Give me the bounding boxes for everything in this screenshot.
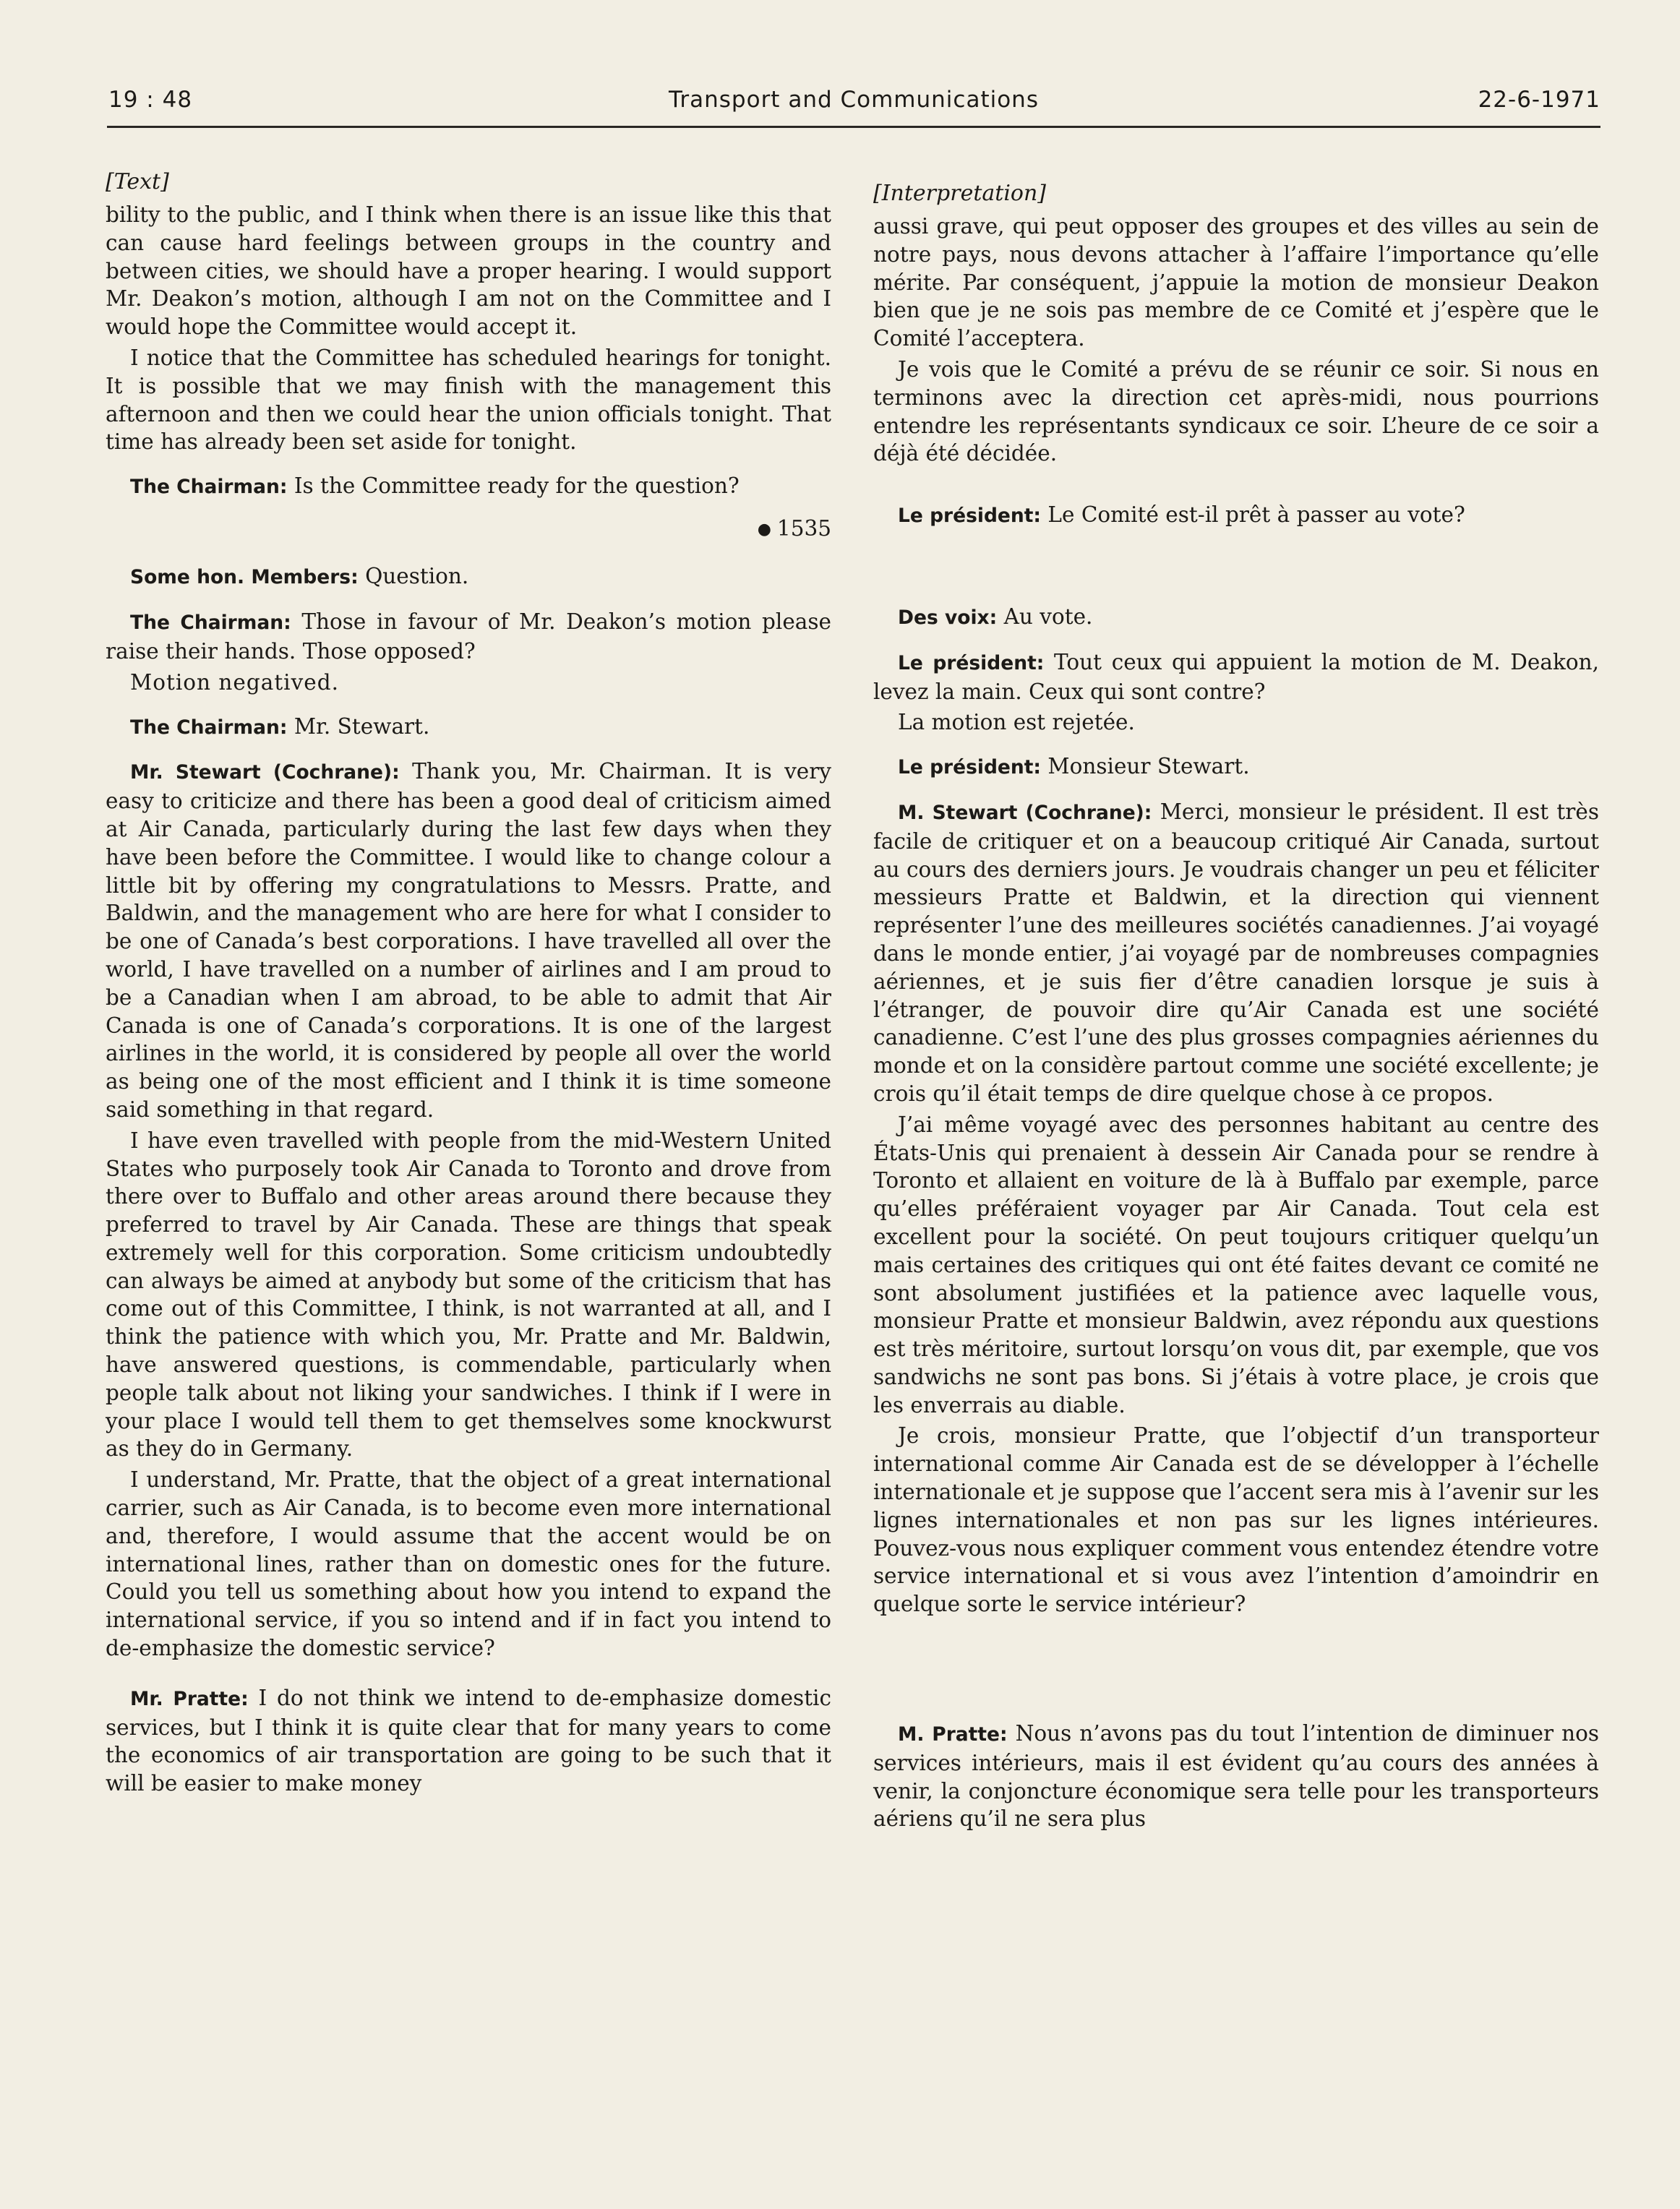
page-title: Transport and Communications <box>669 87 1039 113</box>
french-paragraph-question: Je crois, monsieur Pratte, que l’objectif d’un transporteur international comme Air Canada est de se développer à l’échelle internationale et je suppose que l’accent sera mis à l’avenir sur les lignes internationales et non pas sur les lignes intérieures. Pouvez-vous nous expliquer comment vous entendez étendre votre service international et si vous avez l’intention d’amoindrir en quelque sorte le service intérieur? <box>873 1423 1599 1617</box>
speaker-name: M. Pratte: <box>898 1723 1008 1746</box>
speech-text: Thank you, Mr. Chairman. It is very easy to criticize and there has been a good deal of criticism aimed at Air Canada, particularly during the last few days when they have been before the Committee. I would like to change colour a little bit by offering my congratulations to Messrs. Pratte, and Baldwin, and the management who are here for what I consider to be one of Canada’s best corporations. I have travelled all over the world, I have travelled on a number of airlines and I am proud to be a Canadian when I am abroad, to be able to admit that Air Canada is one of Canada’s corporations. It is one of the largest airlines in the world, it is considered by people all over the world as being one of the most efficient and I think it is time someone said something in that regard. <box>106 759 831 1122</box>
motion-result-fr: La motion est rejetée. <box>898 710 1135 735</box>
president-question <box>873 501 1599 531</box>
running-header <box>107 84 1600 128</box>
english-column <box>106 163 831 1798</box>
speaker-name: The Chairman: <box>130 716 288 739</box>
speaker-name: Some hon. Members: <box>130 566 359 589</box>
page-date: 22-6-1971 <box>1478 87 1600 113</box>
english-column-label: [Text] <box>106 169 169 194</box>
speaker-name: Des voix: <box>898 606 998 629</box>
speaker-name: Le président: <box>898 651 1045 674</box>
pratte-answer <box>106 1684 831 1798</box>
stewart-statement-fr <box>873 798 1599 1108</box>
english-paragraph-question: I understand, Mr. Pratte, that the object of a great international carrier, such as Air Canada, is to become even more international and, therefore, I would assume that the accent would be on international lines, rather than on domestic ones for the future. Could you tell us something about how you intend to expand the international service, if you so intend and if in fact you intend to de-emphasize the domestic service? <box>106 1467 831 1661</box>
speech-text: Merci, monsieur le président. Il est très facile de critiquer et on a beaucoup critiqué Air Canada, surtout au cours des derniers jours. Je voudrais changer un peu et féliciter messieurs Pratte et Baldwin, et la direction qui viennent représenter l’une des meilleures sociétés canadiennes. J’ai voyagé dans le monde entier, j’ai voyagé par de nombreuses compagnies aériennes, et je suis fier d’être canadien lorsque je suis à l’étranger, de pouvoir dire qu’Air Canada est une société canadienne. C’est l’une des plus grosses compagnies aériennes du monde et on la considère partout comme une société excellente; je crois qu’il était temps de dire quelque chose à ce propos. <box>873 799 1599 1106</box>
speech-text: Is the Committee ready for the question? <box>293 473 740 499</box>
president-motion-call <box>873 648 1599 706</box>
french-column-label: [Interpretation] <box>873 181 1047 206</box>
chairman-recognizes <box>106 713 831 742</box>
speaker-name: Mr. Pratte: <box>130 1687 249 1710</box>
speaker-name: Mr. Stewart (Cochrane): <box>130 761 400 784</box>
members-response <box>106 562 831 592</box>
speech-text: Nous n’avons pas du tout l’intention de diminuer nos services intérieurs, mais il est évident qu’au cours des années à venir, la conjoncture économique sera telle pour les transporteurs aériens qu’il ne sera plus <box>873 1721 1599 1832</box>
president-recognizes <box>873 752 1599 782</box>
speech-text: Those in favour of Mr. Deakon’s motion please raise their hands. Those opposed? <box>106 609 831 664</box>
english-paragraph-travel: I have even travelled with people from the mid-Western United States who purposely took Air Canada to Toronto and drove from there over to Buffalo and other areas around there because they preferred to travel by Air Canada. These are things that speak extremely well for this corporation. Some criticism undoubtedly can always be aimed at anybody but some of the criticism that has come out of this Committee, I think, is not warranted at all, and I think the patience with which you, Mr. Pratte and Mr. Baldwin, have answered questions, is commendable, particularly when people talk about not liking your sandwiches. I think if I were in your place I would tell them to get themselves some knockwurst as they do in Germany. <box>106 1128 831 1462</box>
voices-response <box>873 603 1599 632</box>
french-paragraph-1: aussi grave, qui peut opposer des groupes et des villes au sein de notre pays, nous devons attacher à l’affaire l’importance qu’elle mérite. Par conséquent, j’appuie la motion de monsieur Deakon bien que je ne sois pas membre de ce Comité et j’espère que le Comité l’acceptera. <box>873 214 1599 351</box>
speaker-name: Le président: <box>898 756 1042 779</box>
speech-text: Au vote. <box>1003 604 1093 629</box>
stewart-statement <box>106 758 831 1123</box>
speech-text: Tout ceux qui appuient la motion de M. Deakon, levez la main. Ceux qui sont contre? <box>873 649 1599 704</box>
pratte-answer-fr <box>873 1720 1599 1833</box>
page-reference: 19 : 48 <box>108 87 193 113</box>
time-marker-value: 1535 <box>776 515 831 541</box>
speech-text: I do not think we intend to de-emphasize domestic services, but I think it is quite clear that for many years to come the economics of air transportation are going to be such that it will be easier to make money <box>106 1685 832 1796</box>
french-column <box>873 163 1599 1833</box>
speech-text: Mr. Stewart. <box>293 713 430 739</box>
english-paragraph-1: bility to the public, and I think when there is an issue like this that can cause hard feelings between groups in the country and between cities, we should have a proper hearing. I would support Mr. Deakon’s motion, although I am not on the Committee and I would hope the Committee would accept it. <box>106 202 831 340</box>
bullet-icon: ● <box>757 520 771 539</box>
motion-result: Motion negatived. <box>130 669 339 695</box>
speaker-name: The Chairman: <box>130 612 291 635</box>
speech-text: Monsieur Stewart. <box>1047 754 1250 779</box>
speaker-name: The Chairman: <box>130 476 288 499</box>
speaker-name: M. Stewart (Cochrane): <box>898 801 1152 824</box>
speech-text: Question. <box>365 564 469 589</box>
chairman-question <box>106 472 831 502</box>
english-paragraph-2: I notice that the Committee has scheduled hearings for tonight. It is possible that we may finish with the management this afternoon and then we could hear the union officials tonight. That time has already been set aside for tonight. <box>106 345 831 455</box>
french-paragraph-2: Je vois que le Comité a prévu de se réunir ce soir. Si nous en terminons avec la direction cet après-midi, nous pourrions entendre les représentants syndicaux ce soir. L’heure de ce soir a déjà été décidée. <box>873 356 1599 466</box>
speech-text: Le Comité est-il prêt à passer au vote? <box>1047 502 1465 528</box>
chairman-motion-call <box>106 608 831 666</box>
time-marker <box>106 515 831 544</box>
french-paragraph-voyage: J’ai même voyagé avec des personnes habitant au centre des États-Unis qui prenaient à dessein Air Canada pour se rendre à Toronto et allaient en voiture de là à Buffalo par exemple, parce qu’elles préféraient voyager par Air Canada. Tout cela est excellent pour la société. On peut toujours critiquer quelqu’un mais certaines des critiques qui ont été faites devant ce comité ne sont absolument justifiées et la patience avec laquelle vous, monsieur Pratte et monsieur Baldwin, avez répondu aux questions est très méritoire, surtout lorsqu’on vous dit, par exemple, que vos sandwichs ne sont pas bons. Si j’étais à votre place, je crois que les enverrais au diable. <box>873 1112 1599 1417</box>
speaker-name: Le président: <box>898 505 1042 528</box>
